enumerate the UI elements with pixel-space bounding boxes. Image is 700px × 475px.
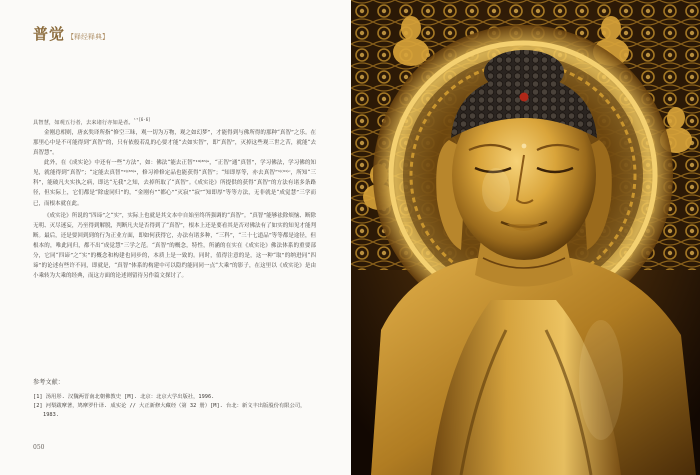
paragraph: 金刚总相则，唐玄奘译所指“修空三昧，观一切为万物，观之如幻梦”，才能得到与佛所得的那种“真智”之乐。在那里心中是不可能得到“真智”的，只有依般若乱的心要才能“去如实智”，即“真智”，灭掉这些观三世之苦，就能“去真智慧”。 <box>33 129 316 157</box>
paragraph: 此外，在《成实论》中还有一些“方法”，如：佛法“能去正智”¹⁹⁽³⁶⁾ᵃ，“正智”通“真智”，学习佛法，学习佛的知见，就能得到“真智”；“定能去真智”²⁾⁽³⁶⁾ᵃ，修习禅修定品也能获得“真智”；“知即厚等，亦去真智”¹⁾⁽³¹⁾ᶜ，所知“三科”，能破凡夫实执之病，即达“无我”之知，去掉所取了“真智”。《成实论》所提供的获得“真智”的方法有诸多条路径，但实际上，它们都是“除虚同归”的，“金刚有”“都心”“灭寂”“寂”“知即厚”等等方法，无非就是“成觉慧”三学而已，而根本就在此。 <box>33 160 316 207</box>
quote-note: ¹⁹[6-6] <box>133 117 151 122</box>
quote-line <box>33 115 316 128</box>
magazine-brand <box>33 23 109 44</box>
references <box>33 377 316 421</box>
reference-item: [2] 河梨跋摩著，鸠摩罗什译. 成实论 // 大正新修大藏经（第 32 册）[M]. 台北：新文丰出版股份有限公司，1983. <box>33 403 306 419</box>
quote-text: 具智慧，如观五行者，去来诸行亦如是者。 <box>33 119 134 126</box>
reference-item: [1] 汤用彤. 汉魏两晋南北朝佛教史 [M]. 北京：北京大学出版社，1996. <box>33 394 215 400</box>
buddha-photo <box>351 0 700 475</box>
magazine-logo: 普觉 <box>33 25 66 43</box>
references-title: 参考文献： <box>33 379 64 386</box>
page-number: 050 <box>33 444 45 451</box>
buddha-illustration <box>351 0 700 475</box>
article-body <box>33 115 316 281</box>
section-label: 【释经释典】 <box>67 33 110 41</box>
paragraph: 《成实论》所说的“四谛”之“实”，实际上也就是其文本中自始至终所强调的“真智”。“真智”能够祛除烦恼、断除无明、灭尽迷妄，乃至得到解脱，判断凡夫是否得到了“真智”，根本上还是要看其是否对佛法有了如实的知见才能判断。最后，还是要回到到的行为正业方面，即如何获得它，办法有诸多种，“三科”，“三十七道品”等等都是途径，但根本的，唯此同归，都不出“成觉慧”三学之范。“真智”的概念，特性，所涵的在实在《成实论》佛法体系的重要部分，它同“四谛”之“实”的概念和构建也同步的，本质上是一致的。同时，值得注意的是，这一种“取”的纳进同“四谛”的论述有些许不同，即就是，“真智”体系的构建中可以隐约能同同一点“大乘”的影子，在这里以《成实论》是由小乘转为大乘的经典，而这方面的论述则留待另作篇文探讨了。 <box>33 212 316 280</box>
